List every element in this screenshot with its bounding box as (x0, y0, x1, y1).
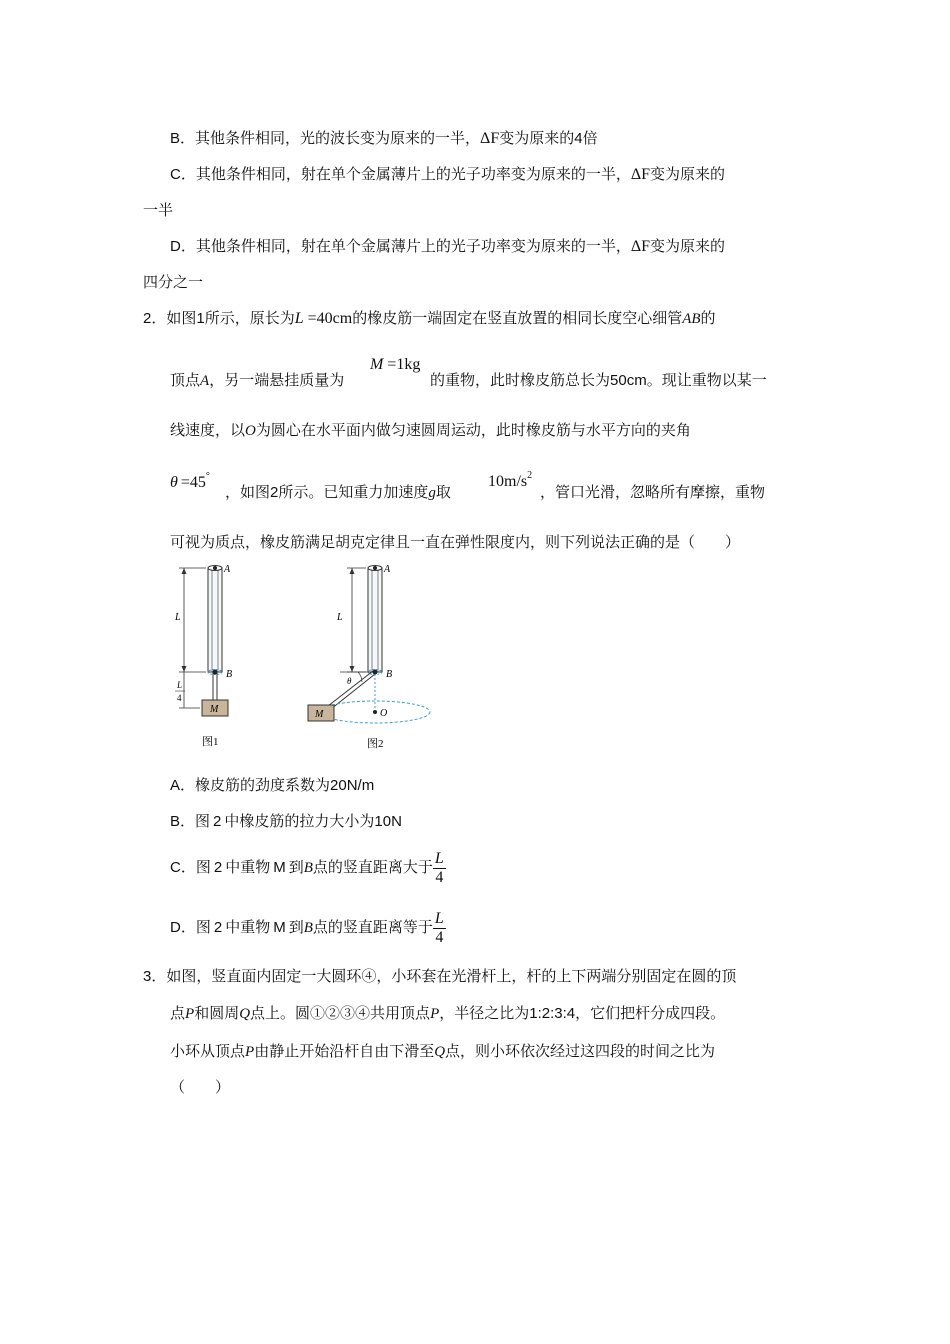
text: ，如图 (225, 483, 271, 501)
option-text: 变为原来的 (650, 237, 726, 255)
text: 由静止开始沿杆自由下滑至 (254, 1042, 435, 1060)
option-text: 其他条件相同，射在单个金属薄片上的光子功率变为原来的一半， (195, 165, 631, 183)
option-text: 到 (288, 858, 304, 876)
figure-number: 2 (270, 484, 279, 501)
point-label: P (245, 1044, 255, 1060)
text: 的重物，此时橡皮筋总长为 (430, 371, 611, 389)
option-text: 变为原来的 (650, 165, 726, 183)
q2-figure (160, 560, 460, 750)
question-number: 2． (143, 310, 167, 327)
option-text: 变为原来的 (499, 129, 575, 147)
text: 取 (435, 483, 451, 501)
degree-sign: ° (205, 471, 210, 482)
math-var: A (200, 373, 210, 389)
text: 的橡皮筋一端固定在竖直放置的相同长度空心细管 (352, 309, 683, 327)
option-text: 其他条件相同，光的波长变为原来的一半， (195, 129, 481, 147)
label-l: L (175, 612, 181, 623)
figure-2 (308, 564, 430, 750)
point-label: Q (239, 1006, 251, 1022)
q2-line-3 (170, 420, 691, 441)
option-label: C． (170, 166, 196, 183)
mass-label: M (273, 859, 286, 876)
option-text: 倍 (582, 129, 598, 147)
math-value: =45 (180, 474, 206, 491)
label-l2: L (337, 612, 343, 623)
point-label: B (303, 860, 313, 876)
q1-option-d-wrap: 四分之一 (143, 273, 204, 291)
delta-f-symbol: ΔF (630, 166, 651, 183)
text: 所示，原长为 (204, 309, 295, 327)
option-value: 10N (374, 813, 402, 830)
q2-line-1 (143, 308, 716, 329)
arrow-up (182, 568, 187, 574)
q2-option-b (170, 811, 402, 832)
text: 点上。圆①②③④共用顶点 (250, 1004, 431, 1022)
arrow-up-2 (350, 568, 355, 574)
text: 的 (700, 309, 716, 327)
point-label: B (303, 920, 313, 936)
label-b: B (226, 669, 233, 680)
q2-line-4 (225, 482, 451, 503)
label-o: O (380, 708, 388, 719)
arrow-down (182, 666, 187, 672)
q1-option-c (170, 164, 725, 185)
figure-2-caption: 图2 (367, 738, 384, 750)
math-value: 10m/s (488, 473, 528, 490)
point-a2-dot (373, 566, 377, 570)
math-var: AB (682, 311, 701, 327)
label-theta: θ (347, 676, 352, 686)
q2-line-4-theta (170, 467, 210, 493)
label-m2: M (315, 709, 324, 720)
option-text: 中重物 (225, 918, 271, 936)
text: 顶点 (170, 371, 201, 389)
arrow-down-2 (350, 666, 355, 672)
figure-number: 2 (213, 813, 222, 830)
question-number: 3． (143, 968, 167, 985)
label-a: A (224, 564, 231, 575)
q3-line-2 (170, 1003, 725, 1024)
q1-option-d (170, 236, 725, 257)
option-text: 中橡皮筋的拉力大小为 (224, 812, 375, 830)
q1-option-b (170, 128, 598, 149)
option-value: 20N/m (330, 777, 375, 794)
q2-option-d (170, 904, 446, 950)
text: ，另一端悬挂质量为 (209, 371, 345, 389)
fraction-l-over-4 (433, 850, 446, 887)
fraction-numerator: L (434, 849, 444, 867)
point-o-dot (373, 710, 377, 714)
text: ，半径之比为 (439, 1004, 530, 1022)
q3-line-3 (170, 1041, 715, 1062)
point-label: Q (434, 1044, 446, 1060)
math-var: O (245, 423, 256, 439)
q2-line-5: 可视为质点，橡皮筋满足胡克定律且一直在弹性限度内，则下列说法正确的是（ ） (170, 533, 741, 551)
text: 所示。已知重力加速度 (278, 483, 429, 501)
text: 和圆周 (194, 1004, 240, 1022)
delta-f-symbol: ΔF (630, 238, 651, 255)
point-a-dot (213, 566, 217, 570)
option-text: 图 (195, 918, 211, 936)
point-label: P (430, 1006, 440, 1022)
text: 小环从顶点 (170, 1042, 246, 1060)
math-value: =1kg (387, 356, 421, 373)
figure-1-caption: 图1 (202, 736, 219, 748)
point-b2-dot (373, 670, 378, 675)
label-a2: A (384, 564, 391, 575)
label-m: M (210, 704, 219, 715)
math-value: =40cm (307, 310, 353, 327)
label-b2: B (386, 669, 393, 680)
option-text: 点的竖直距离大于 (312, 858, 433, 876)
label-l4-num: L (177, 680, 183, 690)
fraction-denominator: 4 (435, 928, 444, 946)
math-var: L (294, 310, 304, 327)
option-label: D． (170, 919, 196, 936)
label-l4-den: 4 (177, 693, 182, 703)
figure-1 (174, 564, 232, 748)
q2-line-2-rest (430, 370, 767, 391)
fraction-denominator: 4 (435, 868, 444, 886)
text: ，它们把杆分成四段。 (575, 1004, 726, 1022)
tube-2 (368, 568, 382, 672)
option-text: 到 (288, 918, 304, 936)
exponent: 2 (527, 470, 533, 481)
option-text: 橡皮筋的劲度系数为 (195, 776, 331, 794)
option-label: D． (170, 238, 196, 255)
q3-line-1 (143, 966, 736, 987)
q2-option-a (170, 775, 374, 796)
text: 。现让重物以某一 (646, 371, 767, 389)
fraction-l-over-4 (433, 910, 446, 947)
option-number: 4 (574, 130, 583, 147)
text: 点 (170, 1004, 186, 1022)
option-text: 中重物 (225, 858, 271, 876)
option-text: 点的竖直距离等于 (312, 918, 433, 936)
option-label: B． (170, 813, 196, 830)
fraction-numerator: L (434, 909, 444, 927)
text: 如图，竖直面内固定一大圆环④，小环套在光滑杆上，杆的上下两端分别固定在圆的顶 (166, 967, 737, 985)
text: 为圆心在水平面内做匀速圆周运动，此时橡皮筋与水平方向的夹角 (255, 421, 691, 439)
ratio-value: 1:2:3:4 (529, 1005, 576, 1022)
q1-option-c-wrap: 一半 (143, 201, 174, 219)
point-label: P (185, 1006, 195, 1022)
text: 如图 (166, 309, 197, 327)
delta-f-symbol: ΔF (480, 130, 500, 147)
figure-number: 2 (213, 859, 223, 876)
text: 点，则小环依次经过这四段的时间之比为 (445, 1042, 716, 1060)
option-text: 图 (195, 858, 211, 876)
mass-label: M (273, 919, 286, 936)
option-text: 其他条件相同，射在单个金属薄片上的光子功率变为原来的一半， (195, 237, 631, 255)
q2-line-2-math (370, 354, 420, 375)
q3-line-4: （ ） (170, 1078, 231, 1096)
math-var: M (370, 356, 384, 373)
text: 线速度，以 (170, 421, 246, 439)
tube-1 (208, 568, 222, 672)
figure-number: 2 (213, 919, 223, 936)
math-var: θ (170, 474, 178, 491)
option-label: A． (170, 777, 196, 794)
q2-line-4-g-value (488, 466, 532, 492)
q2-line-2 (170, 370, 344, 391)
option-label: B． (170, 130, 196, 147)
q2-line-4-rest: ，管口光滑，忽略所有摩擦，重物 (540, 483, 766, 501)
option-label: C． (170, 859, 196, 876)
length-value: 50cm (610, 372, 647, 389)
option-text: 图 (195, 812, 211, 830)
math-var: g (428, 485, 436, 501)
figure-number: 1 (196, 310, 205, 327)
q2-option-c (170, 844, 446, 890)
